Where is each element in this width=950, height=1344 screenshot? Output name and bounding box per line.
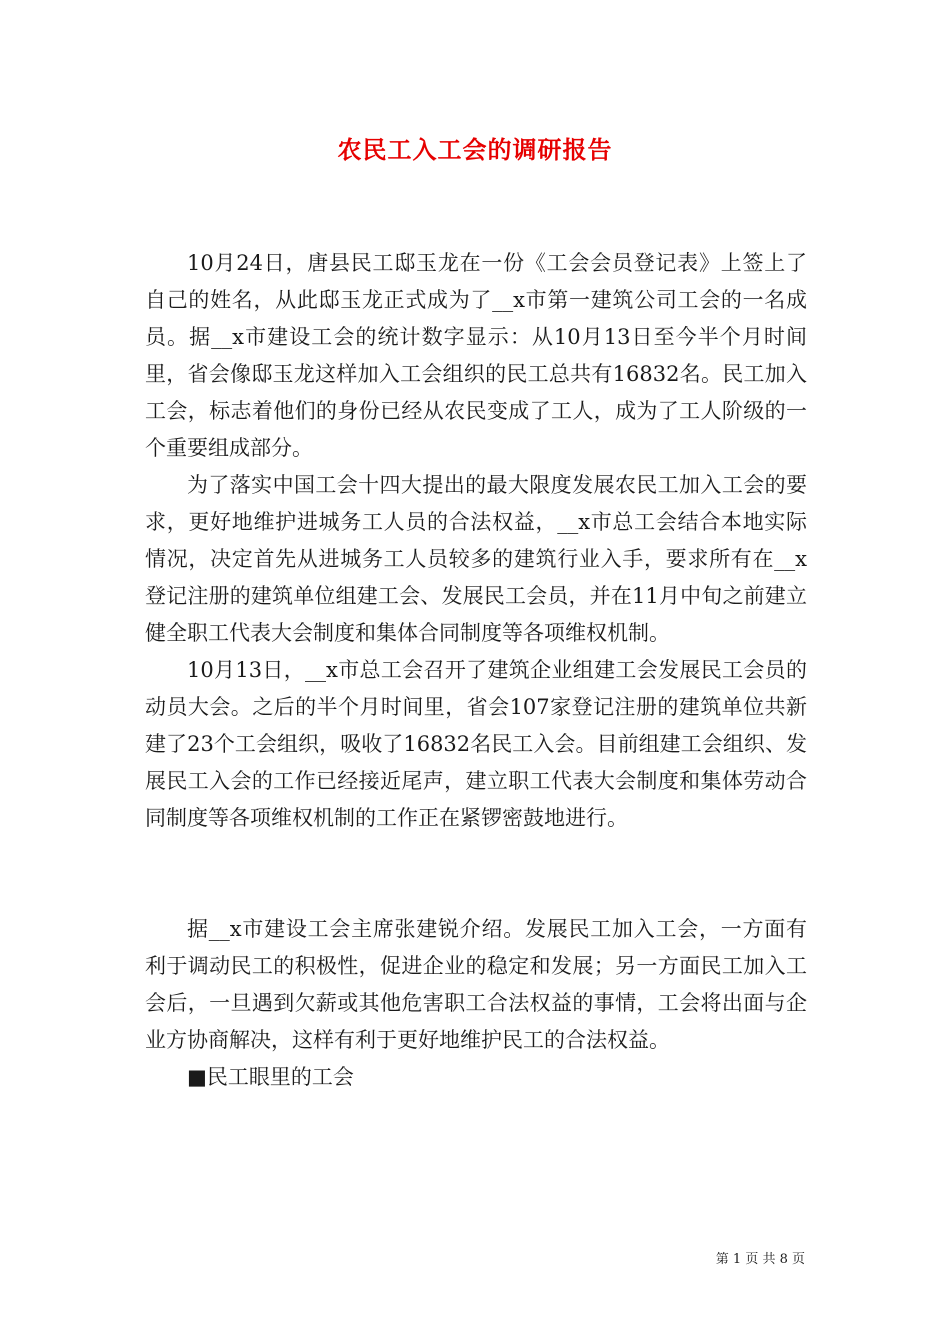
document-body bbox=[145, 245, 807, 1096]
page-number: 第 1 页 共 8 页 bbox=[715, 1252, 805, 1267]
document-title: 农民工入工会的调研报告 bbox=[337, 135, 613, 164]
paragraph: 据__x市建设工会主席张建锐介绍。发展民工加入工会，一方面有利于调动民工的积极性，促进企业的稳定和发展；另一方面民工加入工会后，一旦遇到欠薪或其他危害职工合法权益的事情，工会将出面与企业方协商解决，这样有利于更好地维护民工的合法权益。 bbox=[145, 917, 807, 1052]
paragraph: 10月13日，__x市总工会召开了建筑企业组建工会发展民工会员的动员大会。之后的半个月时间里，省会107家登记注册的建筑单位共新建了23个工会组织，吸收了16832名民工入会。目前组建工会组织、发展民工入会的工作已经接近尾声，建立职工代表大会制度和集体劳动合同制度等各项维权机制的工作正在紧锣密鼓地进行。 bbox=[145, 658, 807, 830]
paragraph: 为了落实中国工会十四大提出的最大限度发展农民工加入工会的要求，更好地维护进城务工人员的合法权益，__x市总工会结合本地实际情况，决定首先从进城务工人员较多的建筑行业入手，要求所有在__x登记注册的建筑单位组建工会、发展民工会员，并在11月中旬之前建立健全职工代表大会制度和集体合同制度等各项维权机制。 bbox=[145, 473, 807, 645]
paragraph: 10月24日，唐县民工邸玉龙在一份《工会会员登记表》上签上了自己的姓名，从此邸玉龙正式成为了__x市第一建筑公司工会的一名成员。据__x市建设工会的统计数字显示：从10月13日至今半个月时间里，省会像邸玉龙这样加入工会组织的民工总共有16832名。民工加入工会，标志着他们的身份已经从农民变成了工人，成为了工人阶级的一个重要组成部分。 bbox=[145, 251, 807, 460]
section-heading: ■民工眼里的工会 bbox=[187, 1065, 354, 1089]
